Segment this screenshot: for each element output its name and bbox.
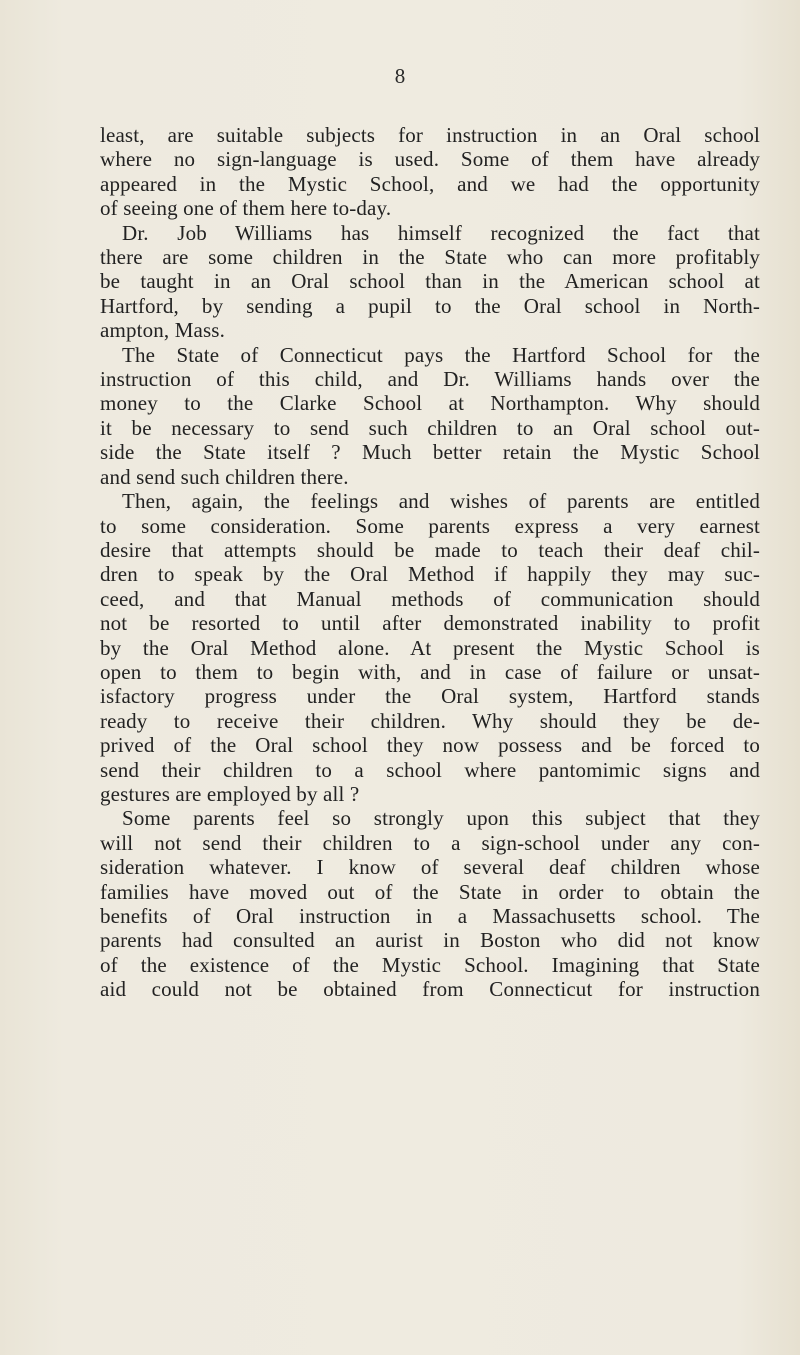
text-line: Some parents feel so strongly upon this subject that they: [122, 806, 760, 831]
text-line: parents had consulted an aurist in Boston who did not know: [100, 928, 760, 953]
text-line: of seeing one of them here to-day.: [100, 196, 392, 221]
text-line: it be necessary to send such children to an Oral school out-: [100, 415, 760, 440]
text-line: dren to speak by the Oral Method if happily they may suc-: [100, 562, 760, 587]
text-line: to some consideration. Some parents express a very earnest: [100, 513, 760, 538]
text-line: not be resorted to until after demonstrated inability to profit: [100, 611, 760, 636]
text-line: Dr. Job Williams has himself recognized the fact that: [122, 220, 760, 245]
text-line: appeared in the Mystic School, and we had the opportunity: [100, 171, 760, 196]
text-line: and send such children there.: [100, 464, 349, 489]
text-line: be taught in an Oral school than in the American school at: [100, 269, 760, 294]
text-line: aid could not be obtained from Connecticut for instruction: [100, 977, 760, 1002]
text-line: Then, again, the feelings and wishes of parents are entitled: [122, 489, 760, 514]
text-line: isfactory progress under the Oral system, Hartford stands: [100, 684, 760, 709]
text-line: prived of the Oral school they now possess and be forced to: [100, 733, 760, 758]
text-line: families have moved out of the State in order to obtain the: [100, 879, 760, 904]
text-line: ceed, and that Manual methods of communication should: [100, 586, 760, 611]
text-line: there are some children in the State who can more profitably: [100, 245, 760, 270]
page-number: 8: [394, 64, 406, 88]
text-line: of the existence of the Mystic School. Imagining that State: [100, 952, 760, 977]
text-line: benefits of Oral instruction in a Massachusetts school. The: [100, 904, 760, 928]
text-line: sideration whatever. I know of several deaf children whose: [100, 855, 760, 880]
text-line: least, are suitable subjects for instruction in an Oral school: [100, 123, 760, 147]
text-line: will not send their children to a sign-school under any con-: [100, 830, 760, 855]
text-line: by the Oral Method alone. At present the Mystic School is: [100, 635, 760, 660]
text-line: desire that attempts should be made to teach their deaf chil-: [100, 537, 760, 562]
text-line: ready to receive their children. Why should they be de-: [100, 708, 760, 733]
text-line: where no sign-language is used. Some of them have already: [100, 147, 760, 172]
text-line: send their children to a school where pantomimic signs and: [100, 757, 760, 782]
text-line: Hartford, by sending a pupil to the Oral school in North-: [100, 293, 760, 318]
text-line: side the State itself ? Much better retain the Mystic School: [100, 440, 760, 465]
text-line: money to the Clarke School at Northampton. Why should: [100, 391, 760, 416]
text-line: open to them to begin with, and in case of failure or unsat-: [100, 659, 760, 684]
text-line: instruction of this child, and Dr. Williams hands over the: [100, 367, 760, 392]
text-line: gestures are employed by all ?: [100, 781, 360, 806]
text-line: The State of Connecticut pays the Hartford School for the: [122, 342, 760, 367]
body-text: [100, 123, 760, 1002]
text-line: ampton, Mass.: [100, 318, 226, 343]
